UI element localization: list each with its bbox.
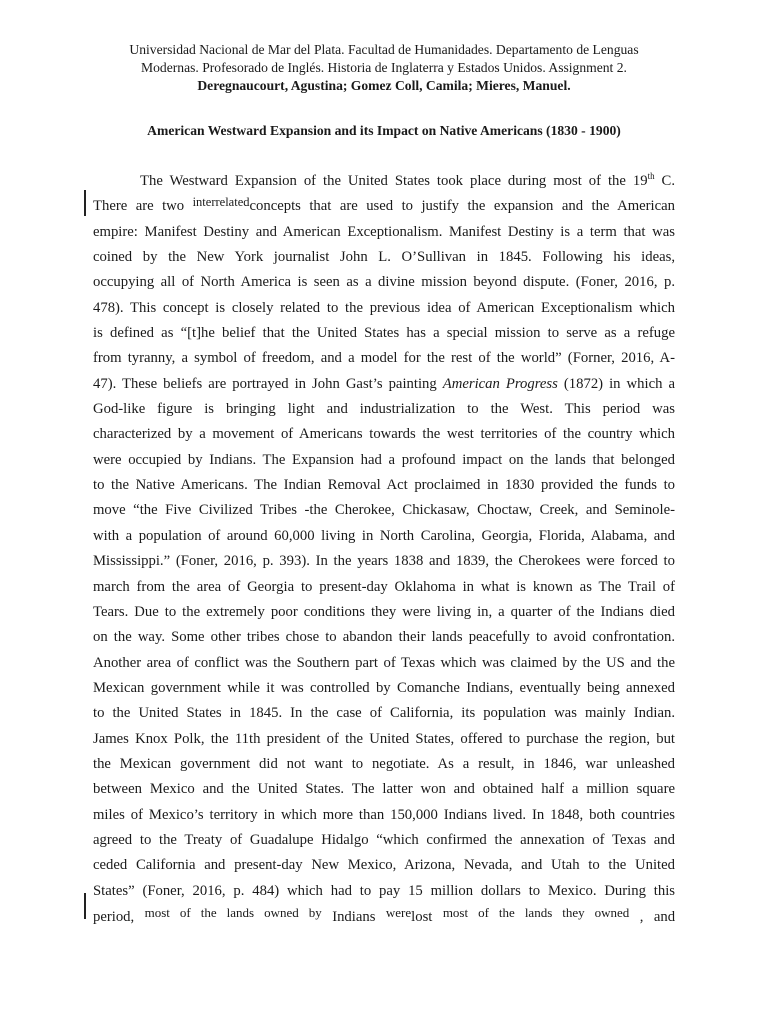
text-line: were occupied by Indians. The Expansion had a profound impact on the lands that belonged [93,451,675,468]
inserted-comment-text: interrelated [192,195,250,210]
text-line: ceded California and present-day New Mexico, Arizona, Nevada, and Utah to the United [93,857,675,874]
text-line: the Mexican government did not want to negotiate. As a result, in 1846, war unleashed [93,755,675,772]
document-title: American Westward Expansion and its Impact on Native Americans (1830 - 1900) [147,123,621,138]
text-line: from tyranny, a symbol of freedom, and a model for the rest of the world” (Forner, 2016, A- [93,350,675,367]
text-line: on the way. Some other tribes chose to abandon their lands peacefully to avoid confrontation. [93,629,675,646]
superscript: th [647,171,655,182]
inserted-comment-text: were [385,904,412,920]
text-line: Mexican government while it was controlled by Comanche Indians, eventually being annexed [93,679,675,696]
text-line: Mississippi.” (Foner, 2016, p. 393). In the years 1838 and 1839, the Cherokees were forced to [93,553,675,570]
header-institution-line-2: Modernas. Profesorado de Inglés. Historia de Inglaterra y Estados Unidos. Assignment 2. [141,60,627,75]
text-line: James Knox Polk, the 11th president of the United States, offered to purchase the region, but [93,730,675,747]
text-line: miles of Mexico’s territory in which more than 150,000 Indians lived. In 1848, both countries [93,806,675,823]
text-line: with a population of around 60,000 living in North Carolina, Georgia, Florida, Alabama, and [93,527,675,544]
text-line: Another area of conflict was the Southern part of Texas which was claimed by the US and the [93,654,675,671]
text-line: coined by the New York journalist John L. O’Sullivan in 1845. Following his ideas, [93,249,675,266]
header-institution-line-1: Universidad Nacional de Mar del Plata. Facultad de Humanidades. Departamento de Lenguas [129,42,639,57]
change-bar-mark [84,190,86,216]
text-line: empire: Manifest Destiny and American Exceptionalism. Manifest Destiny is a term that was [93,223,675,240]
text-line: move “the Five Civilized Tribes -the Cherokee, Chickasaw, Choctaw, Creek, and Seminole- [93,502,675,519]
text-line: 478). This concept is closely related to the previous idea of American Exceptionalism which [93,299,675,316]
header-authors: Deregnaucourt, Agustina; Gomez Coll, Camila; Mieres, Manuel. [197,78,571,93]
body-paragraph [93,169,675,929]
text-line: The Westward Expansion of the United States took place during most of the 19th C. [140,171,676,189]
text-line: to the United States in 1845. In the case of California, its population was mainly Indian. [93,705,675,722]
text-line: 47). These beliefs are portrayed in John Gast’s painting American Progress (1872) in which a [93,375,675,392]
text-line: occupying all of North America is seen as a divine mission beyond dispute. (Foner, 2016, p. [93,274,675,291]
inserted-comment-text: most of the lands they owned [442,904,630,920]
text-line: march from the area of Georgia to present-day Oklahoma in what is known as The Trail of [93,578,675,595]
text-line: is defined as “[t]he belief that the United States has a special mission to serve as a refuge [93,325,675,342]
text-line: characterized by a movement of Americans towards the west territories of the country which [93,426,675,443]
text-line: between Mexico and the United States. The latter won and obtained half a million square [93,781,675,798]
text-line: There are two interrelatedconcepts that are used to justify the expansion and the American [93,195,675,215]
document-header [80,41,688,95]
painting-title: American Progress [442,375,558,392]
inserted-comment-text: most of the lands owned by [144,904,322,920]
text-line: Tears. Due to the extremely poor conditions they were living in, a quarter of the Indians died [93,603,675,620]
text-line: period, most of the lands owned by Indians werelost most of the lands they owned , and [93,904,676,925]
text-line: agreed to the Treaty of Guadalupe Hidalgo “which confirmed the annexation of Texas and [93,831,675,848]
text-line: to the Native Americans. The Indian Removal Act proclaimed in 1830 provided the funds to [93,477,675,494]
text-line: States” (Foner, 2016, p. 484) which had to pay 15 million dollars to Mexico. During this [93,882,675,899]
change-bar-mark [84,893,86,919]
text-line: God-like figure is bringing light and industrialization to the West. This period was [93,401,675,418]
